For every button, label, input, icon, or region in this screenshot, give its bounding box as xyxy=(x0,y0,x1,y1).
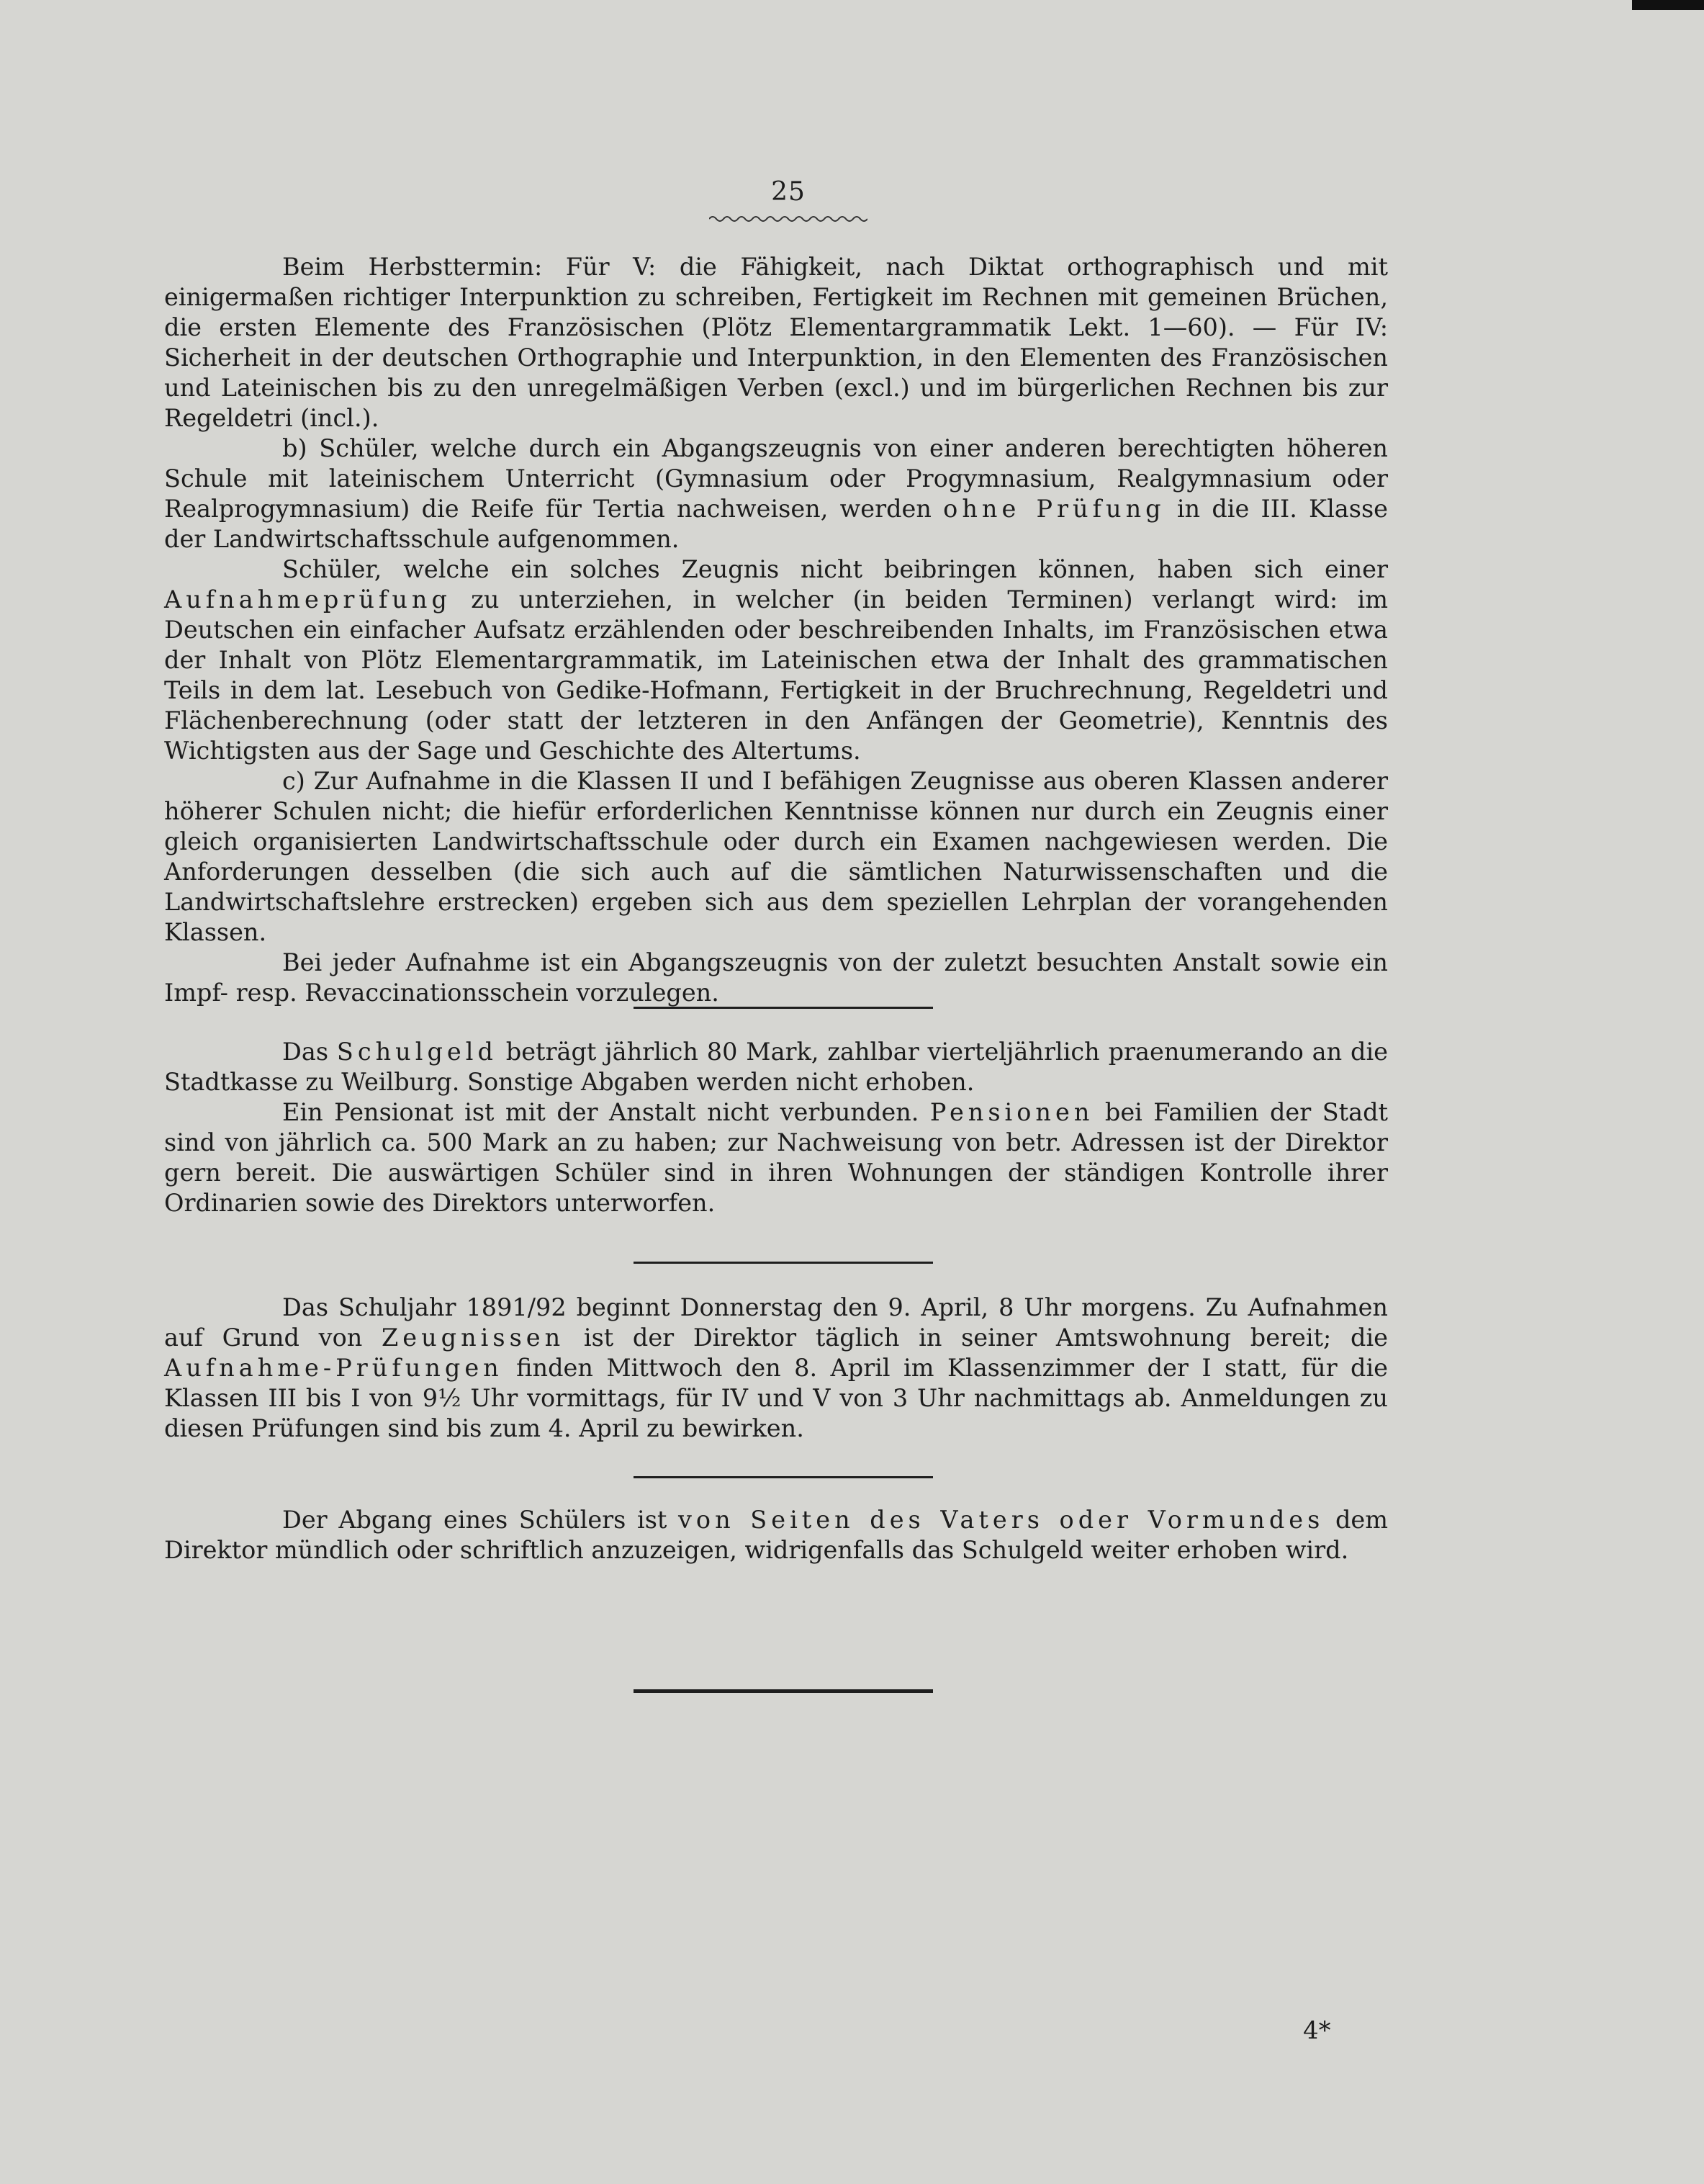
paragraph-abgang-start: Der Abgang eines Schülers ist xyxy=(282,1506,667,1534)
paragraph-b xyxy=(164,433,1388,554)
paragraph-c: c) Zur Aufnahme in die Klassen II und I befähigen Zeugnisse aus oberen Klassen anderer höherer Schulen nicht; die hiefür erforderlichen Kenntnisse können nur durch ein Zeugnis einer gleich organisierten Landwirtschaftsschule oder durch ein Examen nachgewiesen werden. Die Anforderungen desselben (die sich auch auf die sämtlichen Naturwissenschaften und die Landwirtschaftslehre erstrecken) ergeben sich aus dem speziellen Lehrplan der vorangehenden Klassen. xyxy=(164,767,1388,946)
paragraph-schulgeld-end: beträgt jährlich 80 Mark, zahlbar vierteljährlich praenumerando an die Stadtkasse zu Weilburg. Sonstige Abgaben werden nicht erhoben. xyxy=(164,1038,1389,1096)
section-divider xyxy=(634,1007,933,1009)
paragraph-schuljahr xyxy=(164,1293,1388,1444)
emphasis-ohne-pruefung: ohne Prüfung xyxy=(943,495,1166,523)
emphasis-aufnahmepruefung: Aufnahmeprüfung xyxy=(164,585,451,614)
paragraph-abgang-end: dem Direktor mündlich oder schriftlich anzuzeigen, widrigenfalls das Schulgeld weiter erhoben wird. xyxy=(164,1506,1388,1564)
paragraph-schuljahr-start: Das Schuljahr 1891/92 beginnt Donnerstag den 9. April, 8 Uhr morgens. Zu Aufnahmen auf Grund von xyxy=(164,1293,1388,1352)
paragraph-pensionat xyxy=(164,1097,1388,1218)
closing-rule xyxy=(634,1689,933,1693)
paragraph-aufnahme-start: Schüler, welche ein solches Zeugnis nicht beibringen können, haben sich einer xyxy=(282,555,1388,583)
page-number: 25 xyxy=(771,177,806,207)
paragraph-abgang xyxy=(164,1505,1388,1565)
abgang-block xyxy=(164,1505,1388,1565)
paragraph-pensionat-start: Ein Pensionat ist mit der Anstalt nicht verbunden. xyxy=(282,1098,919,1126)
paragraph-b-end: in die III. Klasse der Landwirtschaftsschule aufgenommen. xyxy=(164,495,1388,553)
admission-requirements-block xyxy=(164,252,1388,1008)
schuljahr-block xyxy=(164,1293,1388,1444)
section-divider xyxy=(634,1476,933,1478)
paragraph-aufnahmepruefung xyxy=(164,554,1388,766)
emphasis-aufnahme-pruefungen: Aufnahme-Prüfungen xyxy=(164,1354,503,1382)
section-divider xyxy=(634,1262,933,1264)
paragraph-schulgeld-start: Das xyxy=(282,1038,329,1066)
paragraph-schulgeld xyxy=(164,1037,1388,1097)
emphasis-vater-vormund: von Seiten des Vaters oder Vormundes xyxy=(678,1506,1325,1534)
scan-corner-mark xyxy=(1632,0,1704,10)
schulgeld-block xyxy=(164,1037,1388,1218)
paragraph-aufnahme-end: zu unterziehen, in welcher (in beiden Terminen) verlangt wird: im Deutschen ein einfacher Aufsatz erzählenden oder beschreibenden Inhalts, im Französischen etwa der Inhalt von Plötz Elementargrammatik, im Lateinischen etwa der Inhalt des grammatischen Teils in dem lat. Lesebuch von Gedike-Hofmann, Fertigkeit in der Bruchrechnung, Regeldetri und Flächenberechnung (oder statt der letzteren in den Anfängen der Geometrie), Kenntnis des Wichtigsten aus der Sage und Geschichte des Altertums. xyxy=(164,585,1388,765)
emphasis-zeugnissen: Zeugnissen xyxy=(381,1324,565,1352)
paragraph-herbsttermin: Beim Herbsttermin: Für V: die Fähigkeit, nach Diktat orthographisch und mit einigermaßen richtiger Interpunktion zu schreiben, Fertigkeit im Rechnen mit gemeinen Brüchen, die ersten Elemente des Französischen (Plötz Elementargrammatik Lekt. 1—60). — Für IV: Sicherheit in der deutschen Orthographie und Interpunktion, in den Elementen des Französischen und Lateinischen bis zu den unregelmäßigen Verben (excl.) und im bürgerlichen Rechnen bis zur Regeldetri (incl.). xyxy=(164,253,1388,432)
paragraph-abgangszeugnis: Bei jeder Aufnahme ist ein Abgangszeugnis von der zuletzt besuchten Anstalt sowie ein Impf- resp. Revaccinationsschein vorzulegen. xyxy=(164,948,1388,1007)
emphasis-schulgeld: Schulgeld xyxy=(336,1038,497,1066)
emphasis-pensionen: Pensionen xyxy=(929,1098,1094,1126)
signature-mark: 4* xyxy=(1303,2016,1331,2045)
paragraph-schuljahr-mid: ist der Direktor täglich in seiner Amtswohnung bereit; die xyxy=(583,1324,1388,1352)
paragraph-b-start: b) Schüler, welche durch ein Abgangszeugnis von einer anderen berechtigten höheren Schule mit lateinischem Unterricht (Gymnasium oder Progymnasium, Realgymnasium oder Realprogymnasium) die Reife für Tertia nachweisen, werden xyxy=(164,434,1388,523)
paragraph-pensionat-end: bei Familien der Stadt sind von jährlich ca. 500 Mark an zu haben; zur Nachweisung von betr. Adressen ist der Direktor gern bereit. Die auswärtigen Schüler sind in ihren Wohnungen der ständigen Kontrolle ihrer Ordinarien sowie des Direktors unterworfen. xyxy=(164,1098,1389,1217)
ornament-squiggle-icon xyxy=(709,213,867,225)
paragraph-schuljahr-end: finden Mittwoch den 8. April im Klassenzimmer der I statt, für die Klassen III bis I von 9½ Uhr vormittags, für IV und V von 3 Uhr nachmittags ab. Anmeldungen zu diesen Prüfungen sind bis zum 4. April zu bewirken. xyxy=(164,1354,1389,1442)
